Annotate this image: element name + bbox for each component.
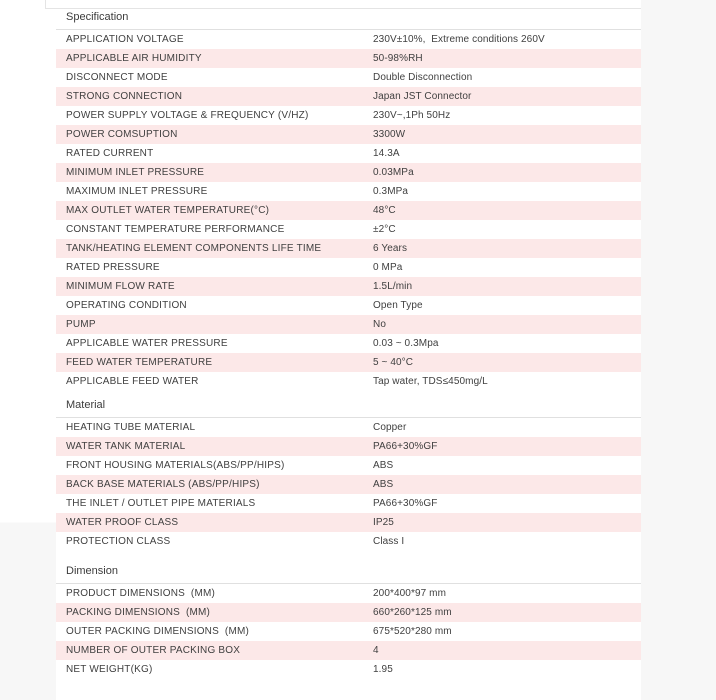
row-label: STRONG CONNECTION <box>66 91 183 102</box>
row-value: Tap water, TDS≤450mg/L <box>373 376 488 387</box>
row-label: OPERATING CONDITION <box>66 300 187 311</box>
table-row <box>56 641 641 660</box>
row-label: APPLICABLE WATER PRESSURE <box>66 338 228 349</box>
section-header <box>56 8 641 30</box>
table-row <box>56 277 641 296</box>
row-value: 50-98%RH <box>373 53 423 64</box>
row-value: 675*520*280 mm <box>373 626 452 637</box>
table-row <box>56 296 641 315</box>
section-title: Material <box>66 399 106 411</box>
table-row <box>56 239 641 258</box>
table-row <box>56 30 641 49</box>
table-row <box>56 584 641 603</box>
row-label: FEED WATER TEMPERATURE <box>66 357 213 368</box>
row-value: 5 ~ 40°C <box>373 357 414 368</box>
table-row <box>56 494 641 513</box>
row-label: APPLICABLE FEED WATER <box>66 376 199 387</box>
table-row <box>56 163 641 182</box>
row-label: CONSTANT TEMPERATURE PERFORMANCE <box>66 224 285 235</box>
table-row <box>56 144 641 163</box>
row-label: MAX OUTLET WATER TEMPERATURE(°C) <box>66 205 270 216</box>
row-value: 14.3A <box>373 148 400 159</box>
row-value: Japan JST Connector <box>373 91 472 102</box>
spec-section <box>56 391 641 551</box>
table-row <box>56 418 641 437</box>
row-value: Class I <box>373 536 405 547</box>
row-label: THE INLET / OUTLET PIPE MATERIALS <box>66 498 256 509</box>
row-value: Copper <box>373 422 407 433</box>
row-value: PA66+30%GF <box>373 441 438 452</box>
table-row <box>56 68 641 87</box>
table-row <box>56 220 641 239</box>
row-label: PACKING DIMENSIONS (MM) <box>66 607 211 618</box>
row-label: OUTER PACKING DIMENSIONS (MM) <box>66 626 250 637</box>
row-value: ±2°C <box>373 224 396 235</box>
table-row <box>56 87 641 106</box>
table-row <box>56 315 641 334</box>
table-row <box>56 372 641 391</box>
table-row <box>56 182 641 201</box>
right-background-panel <box>641 0 716 700</box>
row-value: 230V±10%, Extreme conditions 260V <box>373 34 545 45</box>
row-label: RATED CURRENT <box>66 148 154 159</box>
table-row <box>56 475 641 494</box>
table-row <box>56 201 641 220</box>
row-value: Open Type <box>373 300 423 311</box>
row-value: 6 Years <box>373 243 408 254</box>
spec-section <box>56 8 641 391</box>
row-value: 0.03MPa <box>373 167 414 178</box>
row-value: 200*400*97 mm <box>373 588 447 599</box>
section-title: Dimension <box>66 565 118 577</box>
row-label: MINIMUM INLET PRESSURE <box>66 167 205 178</box>
row-value: ABS <box>373 479 394 490</box>
row-value: 1.5L/min <box>373 281 413 292</box>
table-row <box>56 353 641 372</box>
table-row <box>56 603 641 622</box>
row-value: 0 MPa <box>373 262 403 273</box>
row-label: TANK/HEATING ELEMENT COMPONENTS LIFE TIME <box>66 243 322 254</box>
row-label: PRODUCT DIMENSIONS (MM) <box>66 588 216 599</box>
table-row <box>56 660 641 679</box>
row-label: RATED PRESSURE <box>66 262 160 273</box>
row-label: FRONT HOUSING MATERIALS(ABS/PP/HIPS) <box>66 460 285 471</box>
row-value: Double Disconnection <box>373 72 473 83</box>
row-value: 230V~,1Ph 50Hz <box>373 110 451 121</box>
row-value: 4 <box>373 645 379 656</box>
row-value: No <box>373 319 386 330</box>
row-value: 3300W <box>373 129 406 140</box>
table-row <box>56 49 641 68</box>
spec-table <box>56 8 641 679</box>
table-row <box>56 513 641 532</box>
table-row <box>56 334 641 353</box>
section-header <box>56 391 641 418</box>
row-label: DISCONNECT MODE <box>66 72 168 83</box>
container-left-edge <box>45 0 46 8</box>
row-value: PA66+30%GF <box>373 498 438 509</box>
table-row <box>56 622 641 641</box>
row-label: APPLICABLE AIR HUMIDITY <box>66 53 202 64</box>
table-row <box>56 125 641 144</box>
row-label: HEATING TUBE MATERIAL <box>66 422 196 433</box>
bottom-left-background-panel <box>0 522 56 700</box>
row-label: PUMP <box>66 319 96 330</box>
row-label: POWER COMSUPTION <box>66 129 178 140</box>
table-row <box>56 258 641 277</box>
table-row <box>56 106 641 125</box>
row-value: 48°C <box>373 205 396 216</box>
row-label: APPLICATION VOLTAGE <box>66 34 184 45</box>
table-row <box>56 437 641 456</box>
row-label: MAXIMUM INLET PRESSURE <box>66 186 208 197</box>
row-label: WATER PROOF CLASS <box>66 517 179 528</box>
row-value: 1.95 <box>373 664 393 675</box>
row-value: 0.3MPa <box>373 186 409 197</box>
spec-section <box>56 551 641 679</box>
table-row <box>56 456 641 475</box>
row-value: 660*260*125 mm <box>373 607 452 618</box>
row-value: 0.03 ~ 0.3Mpa <box>373 338 439 349</box>
row-label: POWER SUPPLY VOLTAGE & FREQUENCY (V/HZ) <box>66 110 309 121</box>
row-label: PROTECTION CLASS <box>66 536 171 547</box>
row-label: NUMBER OF OUTER PACKING BOX <box>66 645 241 656</box>
row-value: ABS <box>373 460 394 471</box>
section-header <box>56 551 641 584</box>
section-title: Specification <box>66 11 129 23</box>
row-label: MINIMUM FLOW RATE <box>66 281 175 292</box>
row-label: NET WEIGHT(KG) <box>66 664 153 675</box>
row-label: BACK BASE MATERIALS (ABS/PP/HIPS) <box>66 479 260 490</box>
row-value: IP25 <box>373 517 394 528</box>
table-row <box>56 532 641 551</box>
row-label: WATER TANK MATERIAL <box>66 441 186 452</box>
